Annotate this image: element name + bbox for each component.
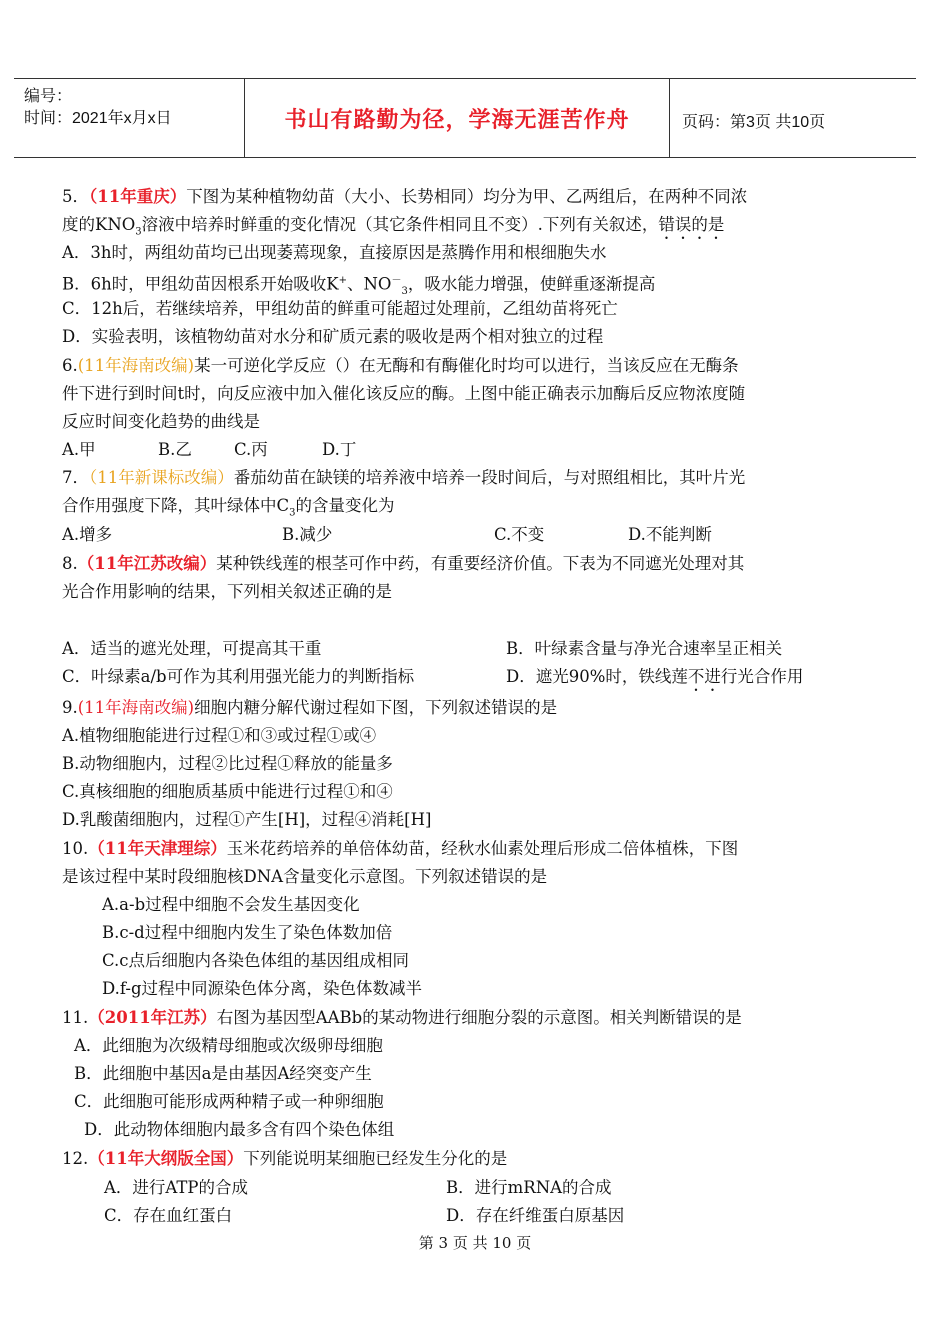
q5-option-b-b: 、NO [346, 274, 392, 294]
q8-option-a: A．适当的遮光处理，可提高其干重 [62, 639, 322, 658]
q7-number: 7． [62, 468, 89, 487]
date-line: 时间：2021年x月x日 [24, 110, 172, 127]
q9-option-b: B.动物细胞内，过程②比过程①释放的能量多 [62, 754, 393, 773]
q9-line-1 [62, 697, 557, 719]
motto: 书山有路勤为径，学海无涯苦作舟 [284, 108, 630, 133]
q7-stem-2a: 合作用强度下降，其叶绿体中C [62, 496, 290, 515]
q10-option-b: B.c-d过程中细胞内发生了染色体数加倍 [102, 923, 393, 942]
q11-option-a: A．此细胞为次级精母细胞或次级卵母细胞 [74, 1036, 383, 1055]
q12-stem-1: 下列能说明某细胞已经发生分化的是 [243, 1149, 508, 1168]
q8-option-b: B．叶绿素含量与净光合速率呈正相关 [506, 639, 783, 658]
q5-option-d: D．实验表明，该植物幼苗对水分和矿质元素的吸收是两个相对独立的过程 [62, 327, 604, 346]
q5-option-b-a: B．6h时，甲组幼苗因根系开始吸收K [62, 274, 339, 294]
q6-option-d: D.丁 [322, 440, 357, 459]
q8-option-d-a: D．遮光90%时，铁线莲 [506, 667, 688, 686]
q12-option-b: B．进行mRNA的合成 [446, 1178, 612, 1197]
q7-subscript: 3 [289, 507, 296, 519]
q12-source-tag: （11年大纲版全国） [88, 1149, 244, 1168]
footer-page-number: 第 3 页 共 10 页 [418, 1234, 532, 1252]
q5-option-b-c: ，吸水能力增强，使鲜重逐渐提高 [407, 274, 656, 294]
q6-option-b: B.乙 [158, 440, 192, 459]
q5-option-b-sup: + [338, 275, 347, 286]
q6-number: 6. [62, 356, 78, 375]
q6-line-2: 件下进行到时间t时，向反应液中加入催化该反应的酶。上图中能正确表示加酶后反应物浓度随 [62, 384, 746, 403]
serial-number-label: 编号： [24, 88, 73, 105]
q5-number: 5． [62, 187, 89, 206]
q9-option-d: D.乳酸菌细胞内，过程①产生[H]，过程④消耗[H] [62, 810, 432, 829]
q10-line-2: 是该过程中某时段细胞核DNA含量变化示意图。下列叙述错误的是 [62, 867, 548, 886]
q6-stem-1: 某一可逆化学反应（）在无酶和有酶催化时均可以进行，当该反应在无酶条 [194, 356, 739, 375]
q7-stem-1: 番茄幼苗在缺镁的培养液中培养一段时间后，与对照组相比，其叶片光 [233, 468, 746, 487]
q8-line-1 [62, 553, 744, 575]
q8-line-2: 光合作用影响的结果，下列相关叙述正确的是 [62, 582, 392, 601]
q6-option-c: C.丙 [234, 440, 268, 459]
q10-number: 10. [62, 839, 89, 858]
header-left-cell [14, 79, 244, 157]
q11-option-d: D．此动物体细胞内最多含有四个染色体组 [84, 1120, 395, 1139]
q7-option-b: B.减少 [282, 525, 333, 544]
q12-option-d: D．存在纤维蛋白原基因 [446, 1206, 625, 1225]
q10-option-c: C.c点后细胞内各染色体组的基因组成相同 [102, 951, 410, 970]
q10-source-tag: （11年天津理综） [88, 839, 227, 858]
q8-option-d [506, 666, 803, 695]
q7-line-2 [62, 495, 395, 524]
q5-source-tag: （11年重庆） [89, 187, 187, 206]
q8-number: 8. [62, 554, 78, 573]
q10-option-d: D.f-g过程中同源染色体分离，染色体数减半 [102, 979, 423, 998]
q7-options [62, 524, 712, 546]
q9-stem-1: 细胞内糖分解代谢过程如下图，下列叙述错误的是 [194, 698, 558, 717]
q7-line-1 [62, 467, 745, 489]
q6-option-a: A.甲 [62, 440, 96, 459]
q12-option-c: C．存在血红蛋白 [104, 1206, 233, 1225]
q5-option-b-sup2: － [391, 275, 402, 286]
q7-option-c: C.不变 [494, 525, 545, 544]
q7-option-d: D.不能判断 [628, 525, 712, 544]
q8-option-d-b: 不进 [687, 667, 721, 686]
q5-line-2 [62, 214, 724, 243]
q9-option-c: C.真核细胞的细胞质基质中能进行过程①和④ [62, 782, 393, 801]
q6-options [62, 439, 357, 461]
q8-stem-1: 某种铁线莲的根茎可作中药，有重要经济价值。下表为不同遮光处理对其 [216, 554, 745, 573]
q8-source-tag: （11年江苏改编） [77, 554, 217, 573]
q11-option-c: C．此细胞可能形成两种精子或一种卵细胞 [74, 1092, 384, 1111]
header-right-cell [670, 79, 916, 157]
q5-stem-2a: 度的KNO [62, 215, 136, 234]
q11-option-b: B．此细胞中基因a是由基因A经突变产生 [74, 1064, 372, 1083]
q11-source-tag: （2011年江苏） [88, 1008, 217, 1027]
q10-option-a: A.a-b过程中细胞不会发生基因变化 [102, 895, 360, 914]
q9-option-a: A.植物细胞能进行过程①和③或过程①或④ [62, 726, 377, 745]
page-label: 页码：第3页 共10页 [682, 114, 826, 131]
q5-option-b-sub: 3 [401, 285, 408, 297]
q5-option-a: A．3h时，两组幼苗均已出现萎蔫现象，直接原因是蒸腾作用和根细胞失水 [62, 243, 607, 262]
q6-line-1 [62, 355, 739, 377]
q11-line-1 [62, 1007, 742, 1029]
q11-stem-1: 右图为基因型AABb的某动物进行细胞分裂的示意图。相关判断错误的是 [216, 1008, 742, 1027]
q5-line-1 [62, 186, 747, 208]
q7-option-a: A.增多 [62, 525, 113, 544]
page-footer [0, 1232, 950, 1253]
q5-stem-2b: 溶液中培养时鲜重的变化情况（其它条件相同且不变）.下列有关叙述， [141, 215, 659, 234]
q6-line-3: 反应时间变化趋势的曲线是 [62, 412, 260, 431]
q6-source-tag: (11年海南改编) [77, 356, 195, 375]
q12-options-row2 [104, 1205, 625, 1227]
q5-stem-1: 下图为某种植物幼苗（大小、长势相同）均分为甲、乙两组后，在两种不同浓 [186, 187, 748, 206]
q9-number: 9. [62, 698, 78, 717]
q8-options-row1 [62, 638, 783, 660]
q7-stem-2b: 的含量变化为 [295, 496, 395, 515]
q12-line-1 [62, 1148, 507, 1170]
q5-subscript: 3 [135, 226, 142, 238]
q12-option-a: A．进行ATP的合成 [104, 1178, 249, 1197]
q7-source-tag: （11年新课标改编） [89, 468, 234, 487]
q9-source-tag: (11年海南改编) [77, 698, 195, 717]
q8-option-d-c: 行光合作用 [720, 667, 804, 686]
q11-number: 11. [62, 1008, 89, 1027]
q5-option-c: C．12h后，若继续培养，甲组幼苗的鲜重可能超过处理前，乙组幼苗将死亡 [62, 299, 618, 318]
q12-options-row1 [104, 1177, 612, 1199]
q8-option-c: C．叶绿素a/b可作为其利用强光能力的判断指标 [62, 667, 415, 686]
q8-options-row2 [62, 666, 804, 688]
q12-number: 12. [62, 1149, 89, 1168]
header-center-cell [244, 79, 670, 157]
q10-stem-1: 玉米花药培养的单倍体幼苗，经秋水仙素处理后形成二倍体植株，下图 [226, 839, 739, 858]
q5-stem-2c: 错误的是 [658, 215, 725, 234]
page-header [14, 78, 916, 158]
q10-line-1 [62, 838, 738, 860]
